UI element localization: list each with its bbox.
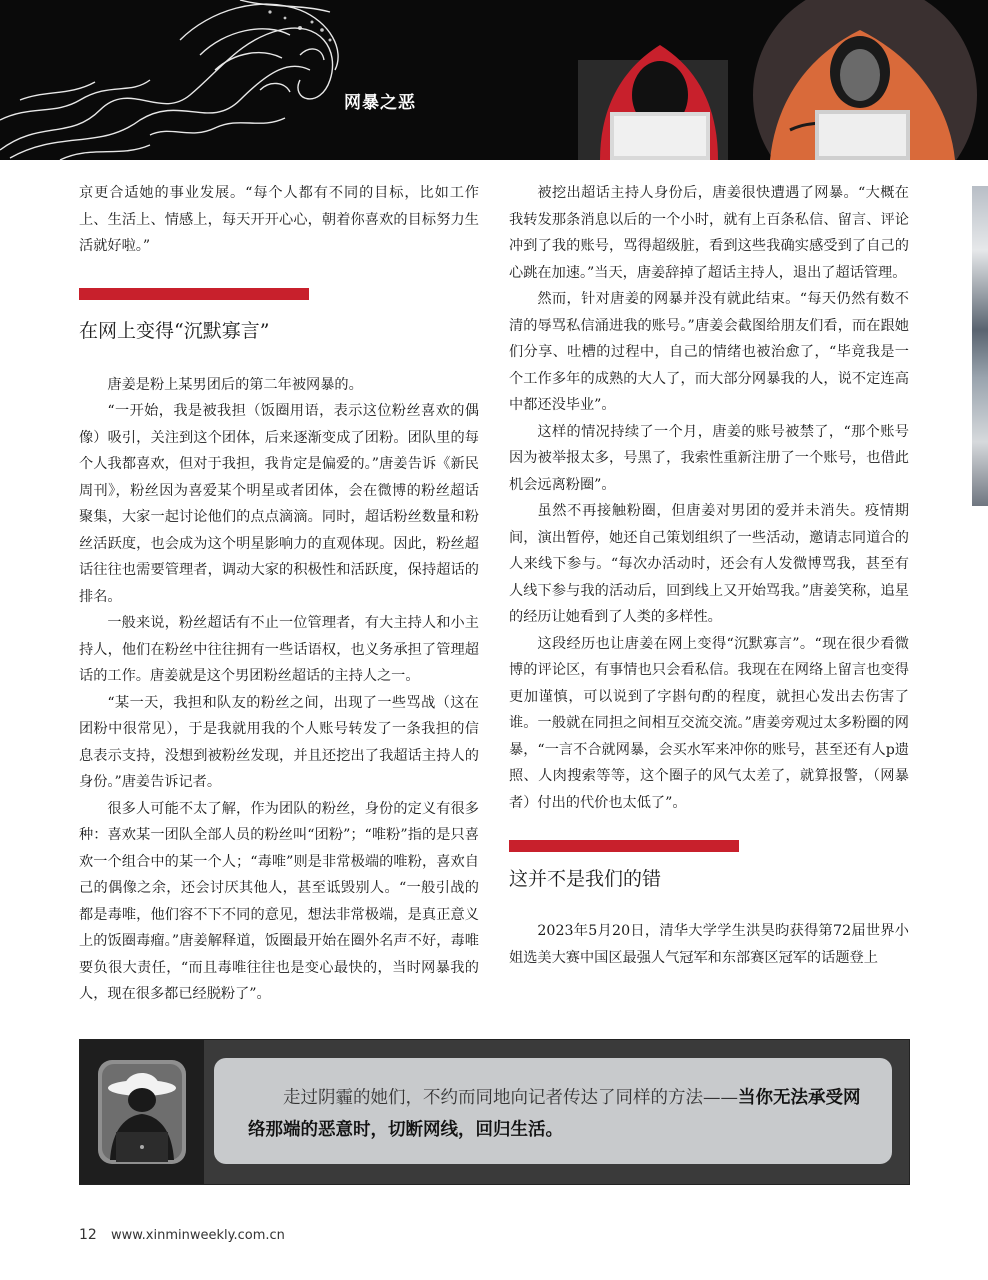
page-number: 12 [79,1227,97,1243]
hacker-photo [80,1040,204,1184]
side-photo-edge [972,186,988,506]
section-tag: 网暴之恶 [344,93,416,113]
pull-quote-normal: 走过阴霾的她们，不约而同地向记者传达了同样的方法—— [283,1088,738,1108]
paragraph: 虽然不再接触粉圈，但唐姜对男团的爱并未消失。疫情期间，演出暂停，她还自己策划组织了一些活动，邀请志同道合的人来线下参与。“每次办活动时，还会有人发微博骂我，甚至有人线下参与我的活动后，回到线上又开始骂我。”唐姜笑称，追星的经历让她看到了人类的多样性。 [509,503,909,625]
hat-hacker-icon [80,1040,204,1184]
paragraph: 2023年5月20日，清华大学学生洪昊昀获得第72届世界小姐选美大赛中国区最强人气冠军和东部赛区冠军的话题登上 [509,923,909,966]
left-column [79,180,479,1008]
paragraph: 京更合适她的事业发展。“每个人都有不同的目标，比如工作上、生活上、情感上，每天开开心心，朝着你喜欢的目标努力生活就好啦。” [79,185,479,254]
pull-quote-text [248,1082,862,1146]
wave-hacker-illustration [0,0,988,160]
section-divider-red [79,288,309,300]
pull-quote-bubble [214,1058,892,1164]
paragraph: 然而，针对唐姜的网暴并没有就此结束。“每天仍然有数不清的辱骂私信涌进我的账号。”唐姜会截图给朋友们看，而在跟她们分享、吐槽的过程中，自己的情绪也被治愈了，“毕竟我是一个工作多年的成熟的大人了，而大部分网暴我的人，说不定连高中都还没毕业”。 [509,291,909,413]
paragraph: 这样的情况持续了一个月，唐姜的账号被禁了，“那个账号因为被举报太多，号黑了，我索性重新注册了一个账号，也借此机会远离粉圈”。 [509,423,909,493]
paragraph: 一般来说，粉丝超话有不止一位管理者，有大主持人和小主持人，他们在粉丝中往往拥有一些话语权，也义务承担了管理超话的工作。唐姜就是这个男团粉丝超话的主持人之一。 [79,615,479,684]
paragraph: “某一天，我担和队友的粉丝之间，出现了一些骂战（这在团粉中很常见），于是我就用我的个人账号转发了一条我担的信息表示支持，没想到被粉丝发现，并且还挖出了我超话主持人的身份。”唐姜告诉记者。 [79,694,479,790]
header-banner [0,0,988,160]
paragraph: 被挖出超话主持人身份后，唐姜很快遭遇了网暴。“大概在我转发那条消息以后的一个小时，就有上百条私信、留言、评论冲到了我的账号，骂得超级脏，看到这些我确实感受到了自己的心跳在加速。”当天，唐姜辞掉了超话主持人，退出了超话管理。 [509,185,909,281]
section-divider-red [509,840,739,852]
paragraph: 这段经历也让唐姜在网上变得“沉默寡言”。“现在很少看微博的评论区，有事情也只会看私信。我现在在网络上留言也变得更加谨慎，可以说到了字斟句酌的程度，就担心发出去伤害了谁。一般就在同担之间相互交流交流。”唐姜旁观过太多粉圈的网暴，“一言不合就网暴，会买水军来冲你的账号，甚至还有人p遗照、人肉搜索等等，这个圈子的风气太差了，就算报警，（网暴者）付出的代价也太低了”。 [509,635,909,811]
hacker-red-hood [578,45,728,160]
wave-illustration [0,0,338,160]
pull-quote-bold: 当你无法承受网络那端的恶意时，切断网线，回归生活。 [248,1088,861,1140]
section-heading: 这并不是我们的错 [509,868,662,890]
paragraph: 很多人可能不太了解，作为团队的粉丝，身份的定义有很多种：喜欢某一团队全部人员的粉丝叫“团粉”；“唯粉”指的是只喜欢一个组合中的某一个人；“毒唯”则是非常极端的唯粉，喜欢自己的偶像之余，还会讨厌其他人，甚至诋毁别人。“一般引战的都是毒唯，他们容不下不同的意见，想法非常极端，是真正意义上的饭圈毒瘤。”唐姜解释道，饭圈最开始在圈外名声不好，毒唯要负很大责任，“而且毒唯往往也是变心最快的，当时网暴我的人，现在很多都已经脱粉了”。 [79,800,479,1002]
pull-quote-box [79,1039,910,1185]
right-column [509,180,909,971]
page-footer [79,1227,285,1243]
section-heading: 在网上变得“沉默寡言” [79,319,270,342]
paragraph: 唐姜是粉上某男团后的第二年被网暴的。 [107,376,363,393]
website-url: www.xinminweekly.com.cn [110,1228,285,1243]
paragraph: “一开始，我是被我担（饭圈用语，表示这位粉丝喜欢的偶像）吸引，关注到这个团体，后来逐渐变成了团粉。团队里的每个人我都喜欢，但对于我担，我肯定是偏爱的。”唐姜告诉《新民周刊》，粉丝因为喜爱某个明星或者团体，会在微博的粉丝超话聚集，大家一起讨论他们的点点滴滴。同时，超话粉丝数量和粉丝活跃度，也会成为这个明星影响力的直观体现。因此，粉丝超话往往也需要管理者，调动大家的积极性和活跃度，保持超话的排名。 [79,403,479,605]
hacker-orange-hood [753,0,977,160]
